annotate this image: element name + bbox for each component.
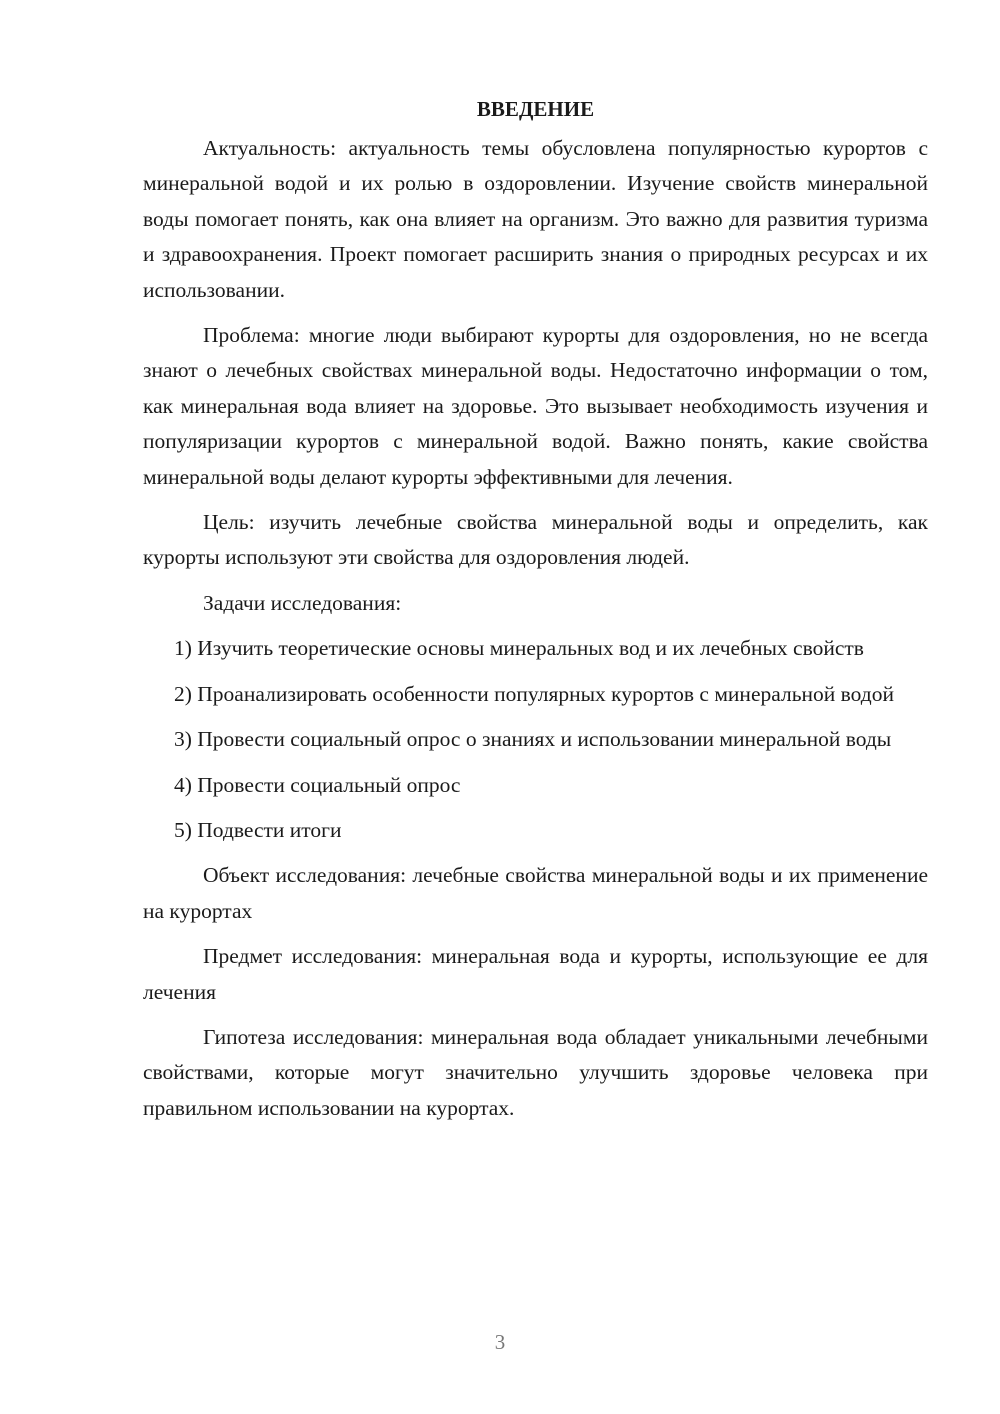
relevance-paragraph: Актуальность: актуальность темы обусловлена популярностью курортов с минеральной водой и их ролью в оздоровлении. Изучение свойств минеральной воды помогает понять, как она влияет на организм. Это важно для развития туризма и здравоохранения. Проект помогает расширить знания о природных ресурсах и их использовании. xyxy=(143,136,928,302)
problem-paragraph: Проблема: многие люди выбирают курорты для оздоровления, но не всегда знают о лечебных свойствах минеральной воды. Недостаточно информации о том, как минеральная вода влияет на здоровье. Это вызывает необходимость изучения и популяризации курортов с минеральной водой. Важно понять, какие свойства минеральной воды делают курорты эффективными для лечения. xyxy=(143,323,928,489)
list-item: 3) Провести социальный опрос о знаниях и использовании минеральной воды xyxy=(174,727,892,752)
subject-paragraph: Предмет исследования: минеральная вода и курорты, использующие ее для лечения xyxy=(143,944,928,1004)
page-number: 3 xyxy=(494,1330,506,1354)
tasks-heading: Задачи исследования: xyxy=(203,590,402,615)
hypothesis-paragraph: Гипотеза исследования: минеральная вода обладает уникальными лечебными свойствами, которые могут значительно улучшить здоровье человека при правильном использовании на курортах. xyxy=(143,1024,928,1120)
list-item: 1) Изучить теоретические основы минеральных вод и их лечебных свойств xyxy=(174,636,864,661)
goal-paragraph: Цель: изучить лечебные свойства минеральной воды и определить, как курорты используют эти свойства для оздоровления людей. xyxy=(143,510,928,570)
page-title: ВВЕДЕНИЕ xyxy=(476,97,595,121)
list-item: 4) Провести социальный опрос xyxy=(174,772,461,797)
document-page xyxy=(143,92,928,1126)
object-paragraph: Объект исследования: лечебные свойства минеральной воды и их применение на курортах xyxy=(143,863,928,923)
list-item: 2) Проанализировать особенности популярных курортов с минеральной водой xyxy=(174,681,894,706)
list-item: 5) Подвести итоги xyxy=(174,817,342,842)
